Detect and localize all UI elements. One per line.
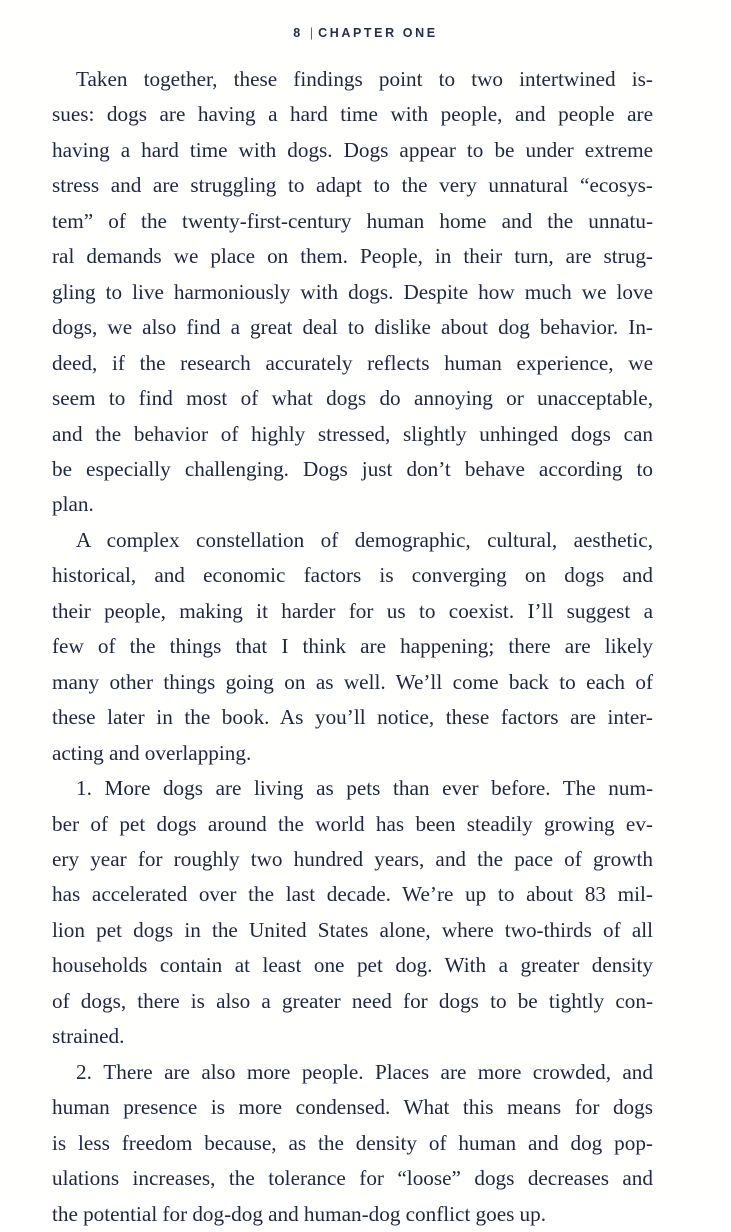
text-line: 2. There are also more people. Places are more crowded, and <box>52 1055 653 1090</box>
running-head <box>0 26 731 40</box>
text-line: ulations increases, the tolerance for “loose” dogs decreases and <box>52 1166 653 1191</box>
text-line: is less freedom because, as the density of human and dog pop- <box>52 1130 653 1155</box>
text-line: plan. <box>52 492 94 517</box>
text-line: gling to live harmoniously with dogs. Despite how much we love <box>52 279 653 304</box>
text-line: their people, making it harder for us to coexist. I’ll suggest a <box>52 598 653 623</box>
text-line: the potential for dog-dog and human-dog conflict goes up. <box>52 1201 547 1226</box>
page-folio-number: 8 <box>293 26 303 40</box>
text-line: historical, and economic factors is converging on dogs and <box>52 563 653 588</box>
text-line: ery year for roughly two hundred years, and the pace of growth <box>52 846 653 871</box>
running-head-divider: | <box>309 26 314 40</box>
list-number: 1. <box>76 776 105 801</box>
text-line: few of the things that I think are happening; there are likely <box>52 634 653 659</box>
paragraph-4-numbered-item-2 <box>52 1055 653 1232</box>
text-line: sues: dogs are having a hard time with people, and people are <box>52 102 653 127</box>
paragraph-1 <box>52 62 653 523</box>
text-line: of dogs, there is also a greater need for dogs to be tightly con- <box>52 988 653 1013</box>
first-line-indent <box>52 523 76 558</box>
text-line: human presence is more condensed. What this means for dogs <box>52 1095 653 1120</box>
text-line: lion pet dogs in the United States alone, where two-thirds of all <box>52 917 653 942</box>
first-line-indent <box>52 1055 76 1090</box>
text-line: be especially challenging. Dogs just don’t behave according to <box>52 456 653 481</box>
list-number: 2. <box>76 1059 104 1084</box>
text-line: and the behavior of highly stressed, slightly unhinged dogs can <box>52 421 653 446</box>
text-line: stress and are struggling to adapt to the very unnatural “ecosys- <box>52 173 653 198</box>
text-line: ber of pet dogs around the world has been steadily growing ev- <box>52 811 653 836</box>
text-line: these later in the book. As you’ll notice, these factors are inter- <box>52 705 653 730</box>
first-line-indent <box>52 771 76 806</box>
text-line: households contain at least one pet dog. With a greater density <box>52 953 653 978</box>
text-line: A complex constellation of demographic, cultural, aesthetic, <box>52 523 653 558</box>
text-line: dogs, we also find a great deal to dislike about dog behavior. In- <box>52 315 653 340</box>
paragraph-3-numbered-item-1 <box>52 771 653 1055</box>
text-line: tem” of the twenty-first-century human home and the unnatu- <box>52 208 653 233</box>
text-line: many other things going on as well. We’ll come back to each of <box>52 669 653 694</box>
text-line: has accelerated over the last decade. We’re up to about 83 mil- <box>52 882 653 907</box>
running-head-chapter-label: CHAPTER ONE <box>318 26 438 40</box>
text-line: seem to find most of what dogs do annoying or unacceptable, <box>52 386 653 411</box>
text-line: 1. More dogs are living as pets than ever before. The num- <box>52 771 653 806</box>
text-line: ral demands we place on them. People, in their turn, are strug- <box>52 244 653 269</box>
text-line: Taken together, these findings point to two intertwined is- <box>52 62 653 97</box>
body-text-block <box>52 62 653 1232</box>
text-line: acting and overlapping. <box>52 740 252 765</box>
first-line-indent <box>52 62 76 97</box>
text-line: strained. <box>52 1024 125 1049</box>
paragraph-2 <box>52 523 653 771</box>
text-line: having a hard time with dogs. Dogs appear to be under extreme <box>52 137 653 162</box>
text-line: deed, if the research accurately reflects human experience, we <box>52 350 653 375</box>
